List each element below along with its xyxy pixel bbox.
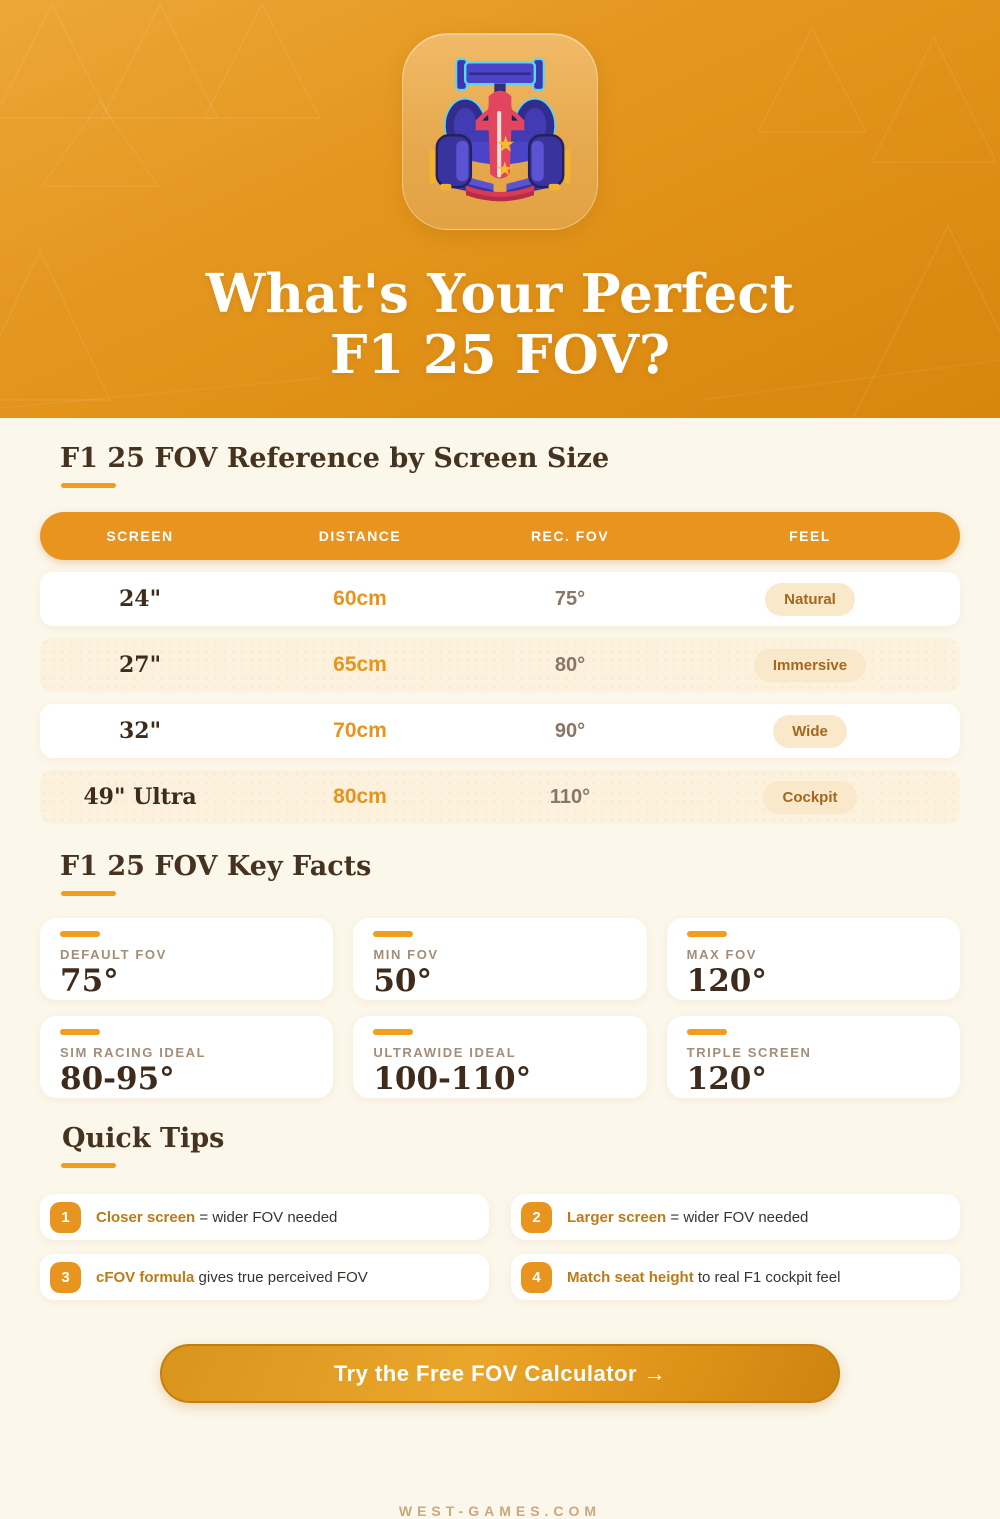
fact-accent-bar — [60, 931, 100, 937]
distance-cell: 60cm — [333, 587, 387, 610]
reference-section — [40, 418, 960, 824]
fact-label: ULTRAWIDE IDEAL — [373, 1045, 517, 1060]
fact-value: 80-95° — [60, 1061, 175, 1097]
fov-cell: 80° — [554, 653, 586, 676]
feel-cell — [660, 781, 960, 814]
table-row — [40, 638, 960, 692]
tip-card — [40, 1194, 489, 1240]
table-row — [40, 770, 960, 824]
quick-tips-section-title: Quick Tips — [62, 1123, 225, 1154]
feel-badge: Immersive — [754, 649, 866, 682]
page-title-line2: F1 25 FOV? — [329, 324, 671, 386]
column-header-distance: DISTANCE — [318, 528, 402, 544]
tip-description: = wider FOV needed — [195, 1208, 338, 1226]
tip-number-badge: 2 — [521, 1202, 552, 1233]
hero-header — [0, 0, 1000, 418]
fov-calculator-button[interactable]: Try the Free FOV Calculator → — [160, 1344, 840, 1403]
fact-label: MAX FOV — [686, 947, 758, 962]
fact-value: 100-110° — [373, 1061, 532, 1097]
screen-cell: 49" Ultra — [83, 784, 197, 810]
fact-card — [667, 1016, 960, 1098]
tip-number-badge: 4 — [521, 1262, 552, 1293]
svg-text:★: ★ — [495, 131, 516, 157]
tip-description: = wider FOV needed — [666, 1208, 809, 1226]
screen-cell: 27" — [118, 652, 162, 678]
tip-keyword: cFOV formula — [96, 1268, 195, 1286]
section-accent-underline — [61, 483, 116, 488]
fov-cell: 90° — [554, 719, 586, 742]
fact-accent-bar — [687, 931, 727, 937]
fact-card — [667, 918, 960, 1000]
fact-accent-bar — [373, 931, 413, 937]
fact-value: 120° — [686, 963, 767, 999]
page-title-line1: What's Your Perfect — [205, 263, 795, 325]
tip-number-badge: 3 — [50, 1262, 81, 1293]
feel-badge: Natural — [765, 583, 855, 616]
section-accent-underline — [61, 891, 116, 896]
tip-card — [511, 1254, 960, 1300]
tip-keyword: Closer screen — [96, 1208, 196, 1226]
fact-label: DEFAULT FOV — [60, 947, 167, 962]
tip-text — [567, 1209, 808, 1226]
fov-cell: 110° — [549, 785, 591, 808]
quick-tips-grid — [40, 1194, 960, 1300]
quick-tips-section — [40, 1098, 960, 1300]
fact-value: 50° — [373, 963, 432, 999]
svg-text:★: ★ — [496, 157, 514, 181]
tip-text — [96, 1269, 368, 1286]
fact-card — [40, 918, 333, 1000]
fact-label: SIM RACING IDEAL — [60, 1045, 207, 1060]
key-facts-section — [40, 824, 960, 1098]
fact-value: 75° — [60, 963, 119, 999]
feel-cell — [660, 583, 960, 616]
tip-number-badge: 1 — [50, 1202, 81, 1233]
section-accent-underline — [61, 1163, 116, 1168]
fact-card — [353, 1016, 646, 1098]
site-footer-text: WEST-GAMES.COM — [398, 1503, 602, 1519]
column-header-screen: SCREEN — [106, 528, 174, 544]
app-icon — [402, 33, 598, 230]
distance-cell: 70cm — [333, 719, 387, 742]
reference-section-title: F1 25 FOV Reference by Screen Size — [60, 443, 610, 474]
fact-label: TRIPLE SCREEN — [686, 1045, 812, 1060]
screen-cell: 24" — [118, 586, 162, 612]
fact-label: MIN FOV — [373, 947, 439, 962]
fact-accent-bar — [60, 1029, 100, 1035]
tip-text — [96, 1209, 337, 1226]
fact-card — [40, 1016, 333, 1098]
fact-card — [353, 918, 646, 1000]
fact-value: 120° — [686, 1061, 767, 1097]
feel-badge: Wide — [773, 715, 847, 748]
distance-cell: 80cm — [333, 785, 387, 808]
feel-cell — [660, 715, 960, 748]
column-header-feel: FEEL — [789, 528, 831, 544]
screen-cell: 32" — [118, 718, 162, 744]
distance-cell: 65cm — [333, 653, 387, 676]
fov-cell: 75° — [554, 587, 586, 610]
tip-keyword: Larger screen — [567, 1208, 667, 1226]
main-content — [0, 418, 1000, 1519]
table-row — [40, 572, 960, 626]
tip-card — [40, 1254, 489, 1300]
tip-description: gives true perceived FOV — [194, 1268, 368, 1286]
fact-accent-bar — [373, 1029, 413, 1035]
feel-badge: Cockpit — [763, 781, 856, 814]
tip-description: to real F1 cockpit feel — [693, 1268, 841, 1286]
key-facts-grid — [40, 918, 960, 1098]
feel-cell — [660, 649, 960, 682]
table-header-row — [40, 512, 960, 560]
tip-text — [567, 1269, 840, 1286]
tip-card — [511, 1194, 960, 1240]
tip-keyword: Match seat height — [567, 1268, 694, 1286]
fact-accent-bar — [687, 1029, 727, 1035]
key-facts-section-title: F1 25 FOV Key Facts — [60, 851, 372, 882]
table-row — [40, 704, 960, 758]
column-header-fov: REC. FOV — [530, 528, 610, 544]
f1-race-car-icon — [419, 48, 581, 216]
